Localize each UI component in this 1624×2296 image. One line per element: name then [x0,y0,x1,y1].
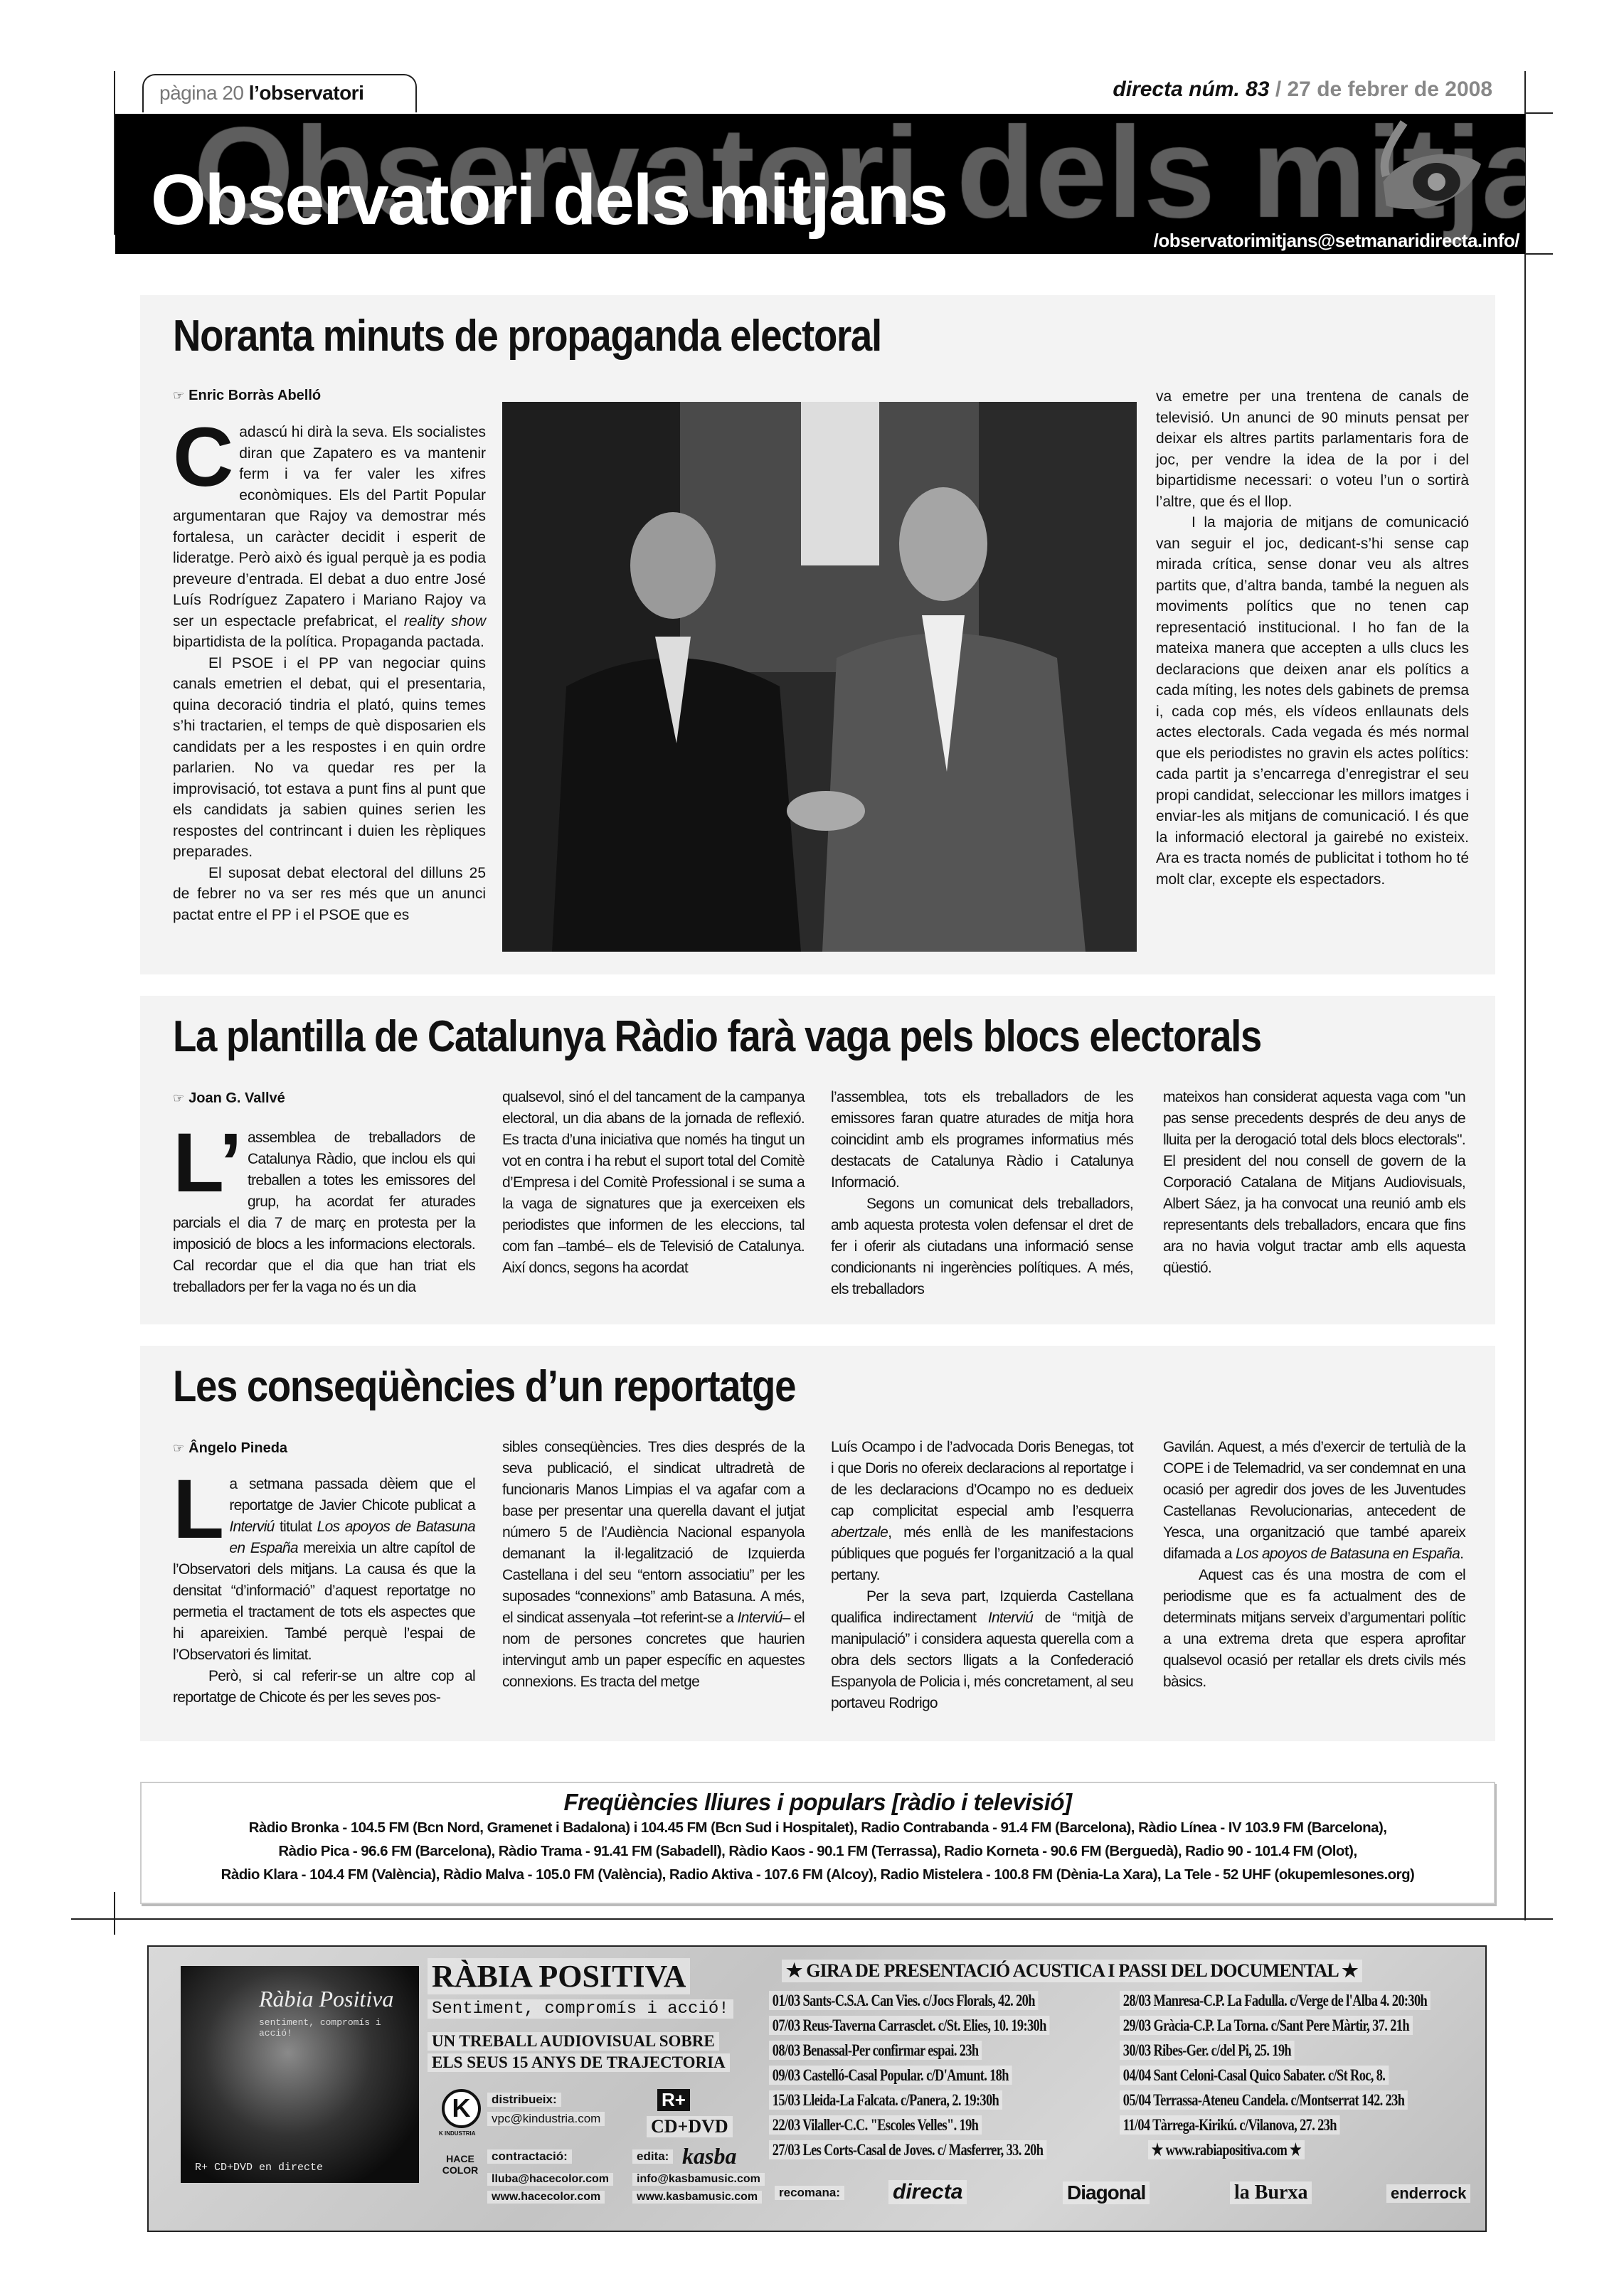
drop-cap: L’ [173,1116,242,1210]
pointing-hand-icon: ☞ [173,388,185,403]
contract-email: lluba@hacecolor.com [487,2173,613,2186]
tour-date: 01/03 Sants-C.S.A. Can Vies. c/Jocs Florals, 42. 20h [769,1991,1039,2010]
sponsor-logo: directa [888,2180,967,2204]
issue-info [1113,77,1492,102]
article-column [173,410,486,925]
edit-email: info@kasbamusic.com [632,2173,765,2186]
ad-description: ELS SEUS 15 ANYS DE TRAJECTORIA [428,2053,730,2072]
tour-date: 22/03 Vilaller-C.C. "Escoles Velles". 19h [769,2115,982,2135]
article-column [831,1437,1133,1714]
frequencies-line: Ràdio Klara - 104.4 FM (València), Ràdio Malva - 105.0 FM (València), Radio Aktiva - 107.6 FM (Alcoy), Radio Mistelera - 100.8 FM (Dènia-La Xara), La Tele - 52 UHF (okupemlesones.org) [221,1866,1415,1883]
sponsor-logo: enderrock [1386,2184,1470,2203]
r-plus-logo-icon: R+ [657,2089,690,2111]
issue-number: directa núm. 83 [1113,78,1270,101]
edit-label: edita: [632,2149,673,2164]
paragraph: adascú hi dirà la seva. Els socialistes diran que Zapatero es va mantenir ferm i va fer valer les xifres econòmiques. Els del Partit Popular argumentaran que Rajoy va demostrar més fortalesa, un caràcter decidit i esperit de lideratge. Però això és igual perquè ja es podia preveure d’entrada. El debat a duo entre José Luís Rodríguez Zapatero i Mariano Rajoy va ser un espectacle prefabricat, el reality show bipartidista de la política. Propaganda pactada. [173,424,486,650]
paragraph: sibles conseqüències. Tres dies després de la seva publicació, el sindicat ultradretà de funcionaris Manos Limpias el va agafar com a base per presentar una querella davant el jutjat número 5 de l’Audiència Nacional espanyola demanant la il·legalització de Izquierda Castellana i del seu “entorn associatiu” per les suposades “connexions” amb Batasuna. A més, el sindicat assenyala –tot referint-se a Interviú– el nom de persones concretes que haurien intervingut amb un paper específic en aquestes connexions. Es tracta del metge [502,1439,805,1690]
paragraph: El PSOE i el PP van negociar quins canals emetrien el debat, qui el presentaria, quina decoració tindria el plató, quins temes s’hi tractarien, el temps de què disposarien els candidats per a les respostes i en quin ordre parlarien. No va quedar res per la improvisació, tot estava a punt fins al punt que els candidats ja sabien quines serien les respostes del contrincant i duien les rèpliques preparades. [173,654,486,860]
article-column [1163,1437,1465,1693]
ad-website-text[interactable]: www.rabiapositiva.com [1165,2141,1288,2159]
paragraph: Aquest cas és una mostra de com el periodisme que es fa actualment des de determinats mitjans serveix d’argumentari polític a una extrema dreta que espera aprofitar qualsevol ocasió per retallar els drets civils més bàsics. [1163,1567,1465,1690]
tour-date: 28/03 Manresa-C.P. La Fadulla. c/Verge de l'Alba 4. 20:30h [1120,1991,1431,2010]
tour-date: 11/04 Tàrrega-Kirikú. c/Vilanova, 27. 23h [1120,2115,1340,2135]
kindustria-logo-icon: K [442,2089,481,2128]
article-headline: La plantilla de Catalunya Ràdio farà vaga pels blocs electorals [173,1012,1261,1061]
paragraph: mateixos han considerat aquesta vaga com "un pas sense precedents després de deu anys de lluita per la derogació total dels blocs electorals". El president del nou consell de govern de la Corporació Catalana de Mitjans Audiovisuals, Albert Sáez, ja ha convocat una reunió amb els representants dels treballadors, encara que fins ara no havia volgut tractar amb ells aquesta qüestió. [1163,1089,1465,1276]
contact-email[interactable]: /observatorimitjans@setmanaridirecta.info/ [1153,230,1519,251]
cover-title: Ràbia Positiva [259,1986,394,2011]
issue-date: / 27 de febrer de 2008 [1275,78,1492,101]
frequencies-title: Freqüències lliures i populars [ràdio i televisió] [563,1789,1072,1815]
article-headline: Les conseqüències d’un reportatge [173,1362,796,1411]
paragraph: va emetre per una trentena de canals de televisió. Un anunci de 90 minuts pensat per deixar els altres partits parlamentaris fora de joc, per vendre la idea de la por i del bipartidisme necessari: o voteu l’un o sortirà l’altre, que és el llop. [1156,388,1469,510]
tour-title: ★ GIRA DE PRESENTACIÓ ACUSTICA I PASSI DEL DOCUMENTAL ★ [782,1960,1362,1982]
paragraph: assemblea de treballadors de Catalunya Ràdio, que inclou els qui treballen a totes les emissores del grup, ha acordat fer aturades parcials el dia 7 de març en protesta per la imposició de blocs a les informacions electorals. Cal recordar que el dia que han triat els treballadors per fer la vaga no és un dia [173,1130,475,1295]
frequencies-box [140,1782,1495,1904]
distributor-email: vpc@kindustria.com [487,2112,605,2126]
author-name: Ângelo Pineda [189,1440,288,1456]
paragraph: Gavilán. Aquest, a més d’exercir de tertulià de la COPE i de Telemadrid, va ser condemnat en una ocasió per agredir dos joves de les Juventudes Castellanas Revolucionarias, antecedent de Yesca, una organització que també apareix difamada a Los apoyos de Batasuna en España. [1163,1439,1465,1562]
article-catalunya-radio [140,996,1495,1324]
kasba-logo-icon: kasba [682,2143,737,2169]
article-column [173,1116,475,1298]
banner-title: Observatori dels mitjans [151,160,948,240]
tour-date: 07/03 Reus-Taverna Carrasclet. c/St. Elies, 10. 19:30h [769,2016,1049,2035]
pointing-hand-icon: ☞ [173,1441,185,1455]
article-column [1156,386,1469,890]
section-tab [142,74,417,112]
edit-web: www.kasbamusic.com [632,2191,762,2204]
tour-date: 09/03 Castelló-Casal Popular. c/D'Amunt. 18h [769,2066,1012,2085]
paragraph: qualsevol, sinó el del tancament de la campanya electoral, un dia abans de la jornada de reflexió. Es tracta d’una iniciativa que només ha tingut un vot en contra i ha rebut el suport total del Comitè d’Empresa i del Comitè Professional i se suma a la vaga de signatures que ja exerceixen els periodistes que informen de les eleccions, tal com fan –també– els de Televisió de Catalunya. Així doncs, segons ha acordat [502,1089,805,1276]
ad-title: RÀBIA POSITIVA [428,1958,690,1994]
dvd-cover-image [181,1966,419,2183]
tour-date: 05/04 Terrassa-Ateneu Candela. c/Montserrat 142. 23h [1120,2090,1408,2110]
paragraph: Per la seva part, Izquierda Castellana qualifica indirectament Interviú de “mitjà de manipulació” i considera aquesta querella com a obra dels sectors lligats a la Confederació Espanyola de Policia i, més concretament, al seu portaveu Rodrigo [831,1588,1134,1711]
crop-line [1524,112,1553,114]
crop-line [1524,253,1553,255]
hacecolor-logo-icon: HACE COLOR [442,2153,479,2176]
author-name: Joan G. Vallvé [189,1090,285,1106]
eye-logo-icon [1364,117,1492,223]
paragraph: Però, si cal referir-se un altre cop al reportatge de Chicote és per les seves pos- [173,1668,475,1706]
section-divider [71,1918,1553,1920]
author-name: Enric Borràs Abelló [189,388,322,403]
ad-format: CD+DVD [647,2116,733,2137]
frequencies-line: Ràdio Pica - 96.6 FM (Barcelona), Ràdio Trama - 91.41 FM (Sabadell), Ràdio Kaos - 90.1 FM (Terrassa), Radio Korneta - 90.6 FM (Berguedà), Radio 90 - 101.4 FM (Olot), [278,1843,1357,1859]
article-column [502,1087,805,1279]
cover-footer: R+ CD+DVD en directe [195,2162,324,2174]
sponsor-logo: la Burxa [1230,2181,1312,2204]
article-column [831,1087,1133,1300]
frequencies-line: Ràdio Bronka - 104.5 FM (Bcn Nord, Gramenet i Badalona) i 104.45 FM (Bcn Sud i Hospitalet), Radio Contrabanda - 91.4 FM (Barcelona), Ràdio Línea - IV 103.9 FM (Barcelona), [248,1819,1387,1836]
byline [173,388,321,404]
cover-subtitle: sentiment, compromís i acció! [259,2017,381,2039]
paragraph: El suposat debat electoral del dilluns 25 de febrer no va ser res més que un anunci pactat entre el PP i el PSOE que es [173,864,486,923]
paragraph: Segons un comunicat dels treballadors, amb aquesta protesta volen defensar el dret de fer i oferir als ciutadans una informació sense condicionants ni ingerències polítiques. A més, els treballadors [831,1196,1133,1297]
page-number: pàgina 20 [159,82,244,104]
ad-description: UN TREBALL AUDIOVISUAL SOBRE [428,2032,719,2051]
crop-line [1524,71,1526,1920]
distributor-label: distribueix: [487,2093,561,2107]
advertisement-rabia-positiva [147,1945,1487,2232]
article-reportatge [140,1346,1495,1741]
drop-cap: L [173,1462,224,1556]
byline [173,1090,285,1107]
tour-date: 27/03 Les Corts-Casal de Joves. c/ Masferrer, 33. 20h [769,2140,1046,2159]
article-column [1163,1087,1465,1279]
tour-date: 04/04 Sant Celoni-Casal Quico Sabater. c/St Roc, 8. [1120,2066,1389,2085]
article-headline: Noranta minuts de propaganda electoral [173,312,881,361]
tour-dates-left [769,1991,1110,2165]
paragraph: l’assemblea, tots els treballadors de les emissores faran quatre aturades de mitja hora coincidint amb els programes informatius més destacats de Catalunya Ràdio i Catalunya Informació. [831,1089,1133,1191]
ad-website[interactable]: ★ www.rabiapositiva.com ★ [1148,2140,1305,2159]
paragraph: Luís Ocampo i de l’advocada Doris Benegas, tot i que Doris no ofereix declaracions al reportatge i de les declaracions d’Ocampo no es dedueix cap complicitat especial amb l’esquerra abertzale, més enllà de les manifestacions públiques que pogués fer l’organització a la qual pertany. [831,1439,1133,1583]
ad-slogan: Sentiment, compromís i acció! [428,1999,733,2019]
distributor-logo-text: K INDUSTRIA [439,2130,476,2137]
tour-dates-right [1120,1991,1482,2165]
recommends-label: recomana: [775,2186,844,2200]
tour-title-text: GIRA DE PRESENTACIÓ ACUSTICA I PASSI DEL DOCUMENTAL [806,1960,1338,1981]
crop-line [114,1892,115,1935]
paragraph: I la majoria de mitjans de comunicació van seguir el joc, dedicant-s’hi sense cap mirada crítica, sense donar veu als altres partits que, d’altra banda, també la neguen als moviments polítics que no tenen cap representació institucional. I ho fan de la mateixa manera que accepten a ulls clucs les declaracions que deixen anar els polítics a cada míting, les notes dels gabinets de premsa i, cada cop més, els vídeos enllaunats dels actes electorals. Cada vegada és més normal que els periodistes no gravin els actes polítics: cada partit ja s’encarrega d’enregistrar el seu propi candidat, seleccionar les millors imatges i enviar-les als mitjans de comunicació. I és que la informació electoral ja gairebé no existeix. Ara es tracta només de publicitat i tothom ho té molt clar, excepte els espectadors. [1156,514,1469,888]
article-photo-handshake [502,402,1137,952]
contract-web: www.hacecolor.com [487,2191,605,2204]
section-banner [115,114,1525,254]
tour-date: 15/03 Lleida-La Falcata. c/Panera, 2. 19:30h [769,2090,1002,2110]
tour-date: 08/03 Benassal-Per confirmar espai. 23h [769,2041,982,2060]
drop-cap: C [173,410,234,504]
byline [173,1440,287,1457]
article-column [173,1462,475,1708]
tour-date: 29/03 Gràcia-C.P. La Torna. c/Sant Pere Màrtir, 37. 21h [1120,2016,1413,2035]
section-name: l’observatori [248,82,364,104]
article-column [502,1437,805,1693]
paragraph: a setmana passada dèiem que el reportatge de Javier Chicote publicat a Interviú titulat Los apoyos de Batasuna en España mereixia un altre capítol de l’Observatori dels mitjans. La causa és que la densitat “d’informació” d’aquest reportatge no permetia el tractament de tots els aspectes que hi apareixien. També perquè l’espai de l’Observatori és limitat. [173,1476,475,1663]
pointing-hand-icon: ☞ [173,1091,185,1105]
tour-date: 30/03 Ribes-Ger. c/del Pi, 25. 19h [1120,2041,1295,2060]
contract-label: contractació: [487,2149,572,2164]
sponsor-logo: Diagonal [1063,2181,1150,2204]
